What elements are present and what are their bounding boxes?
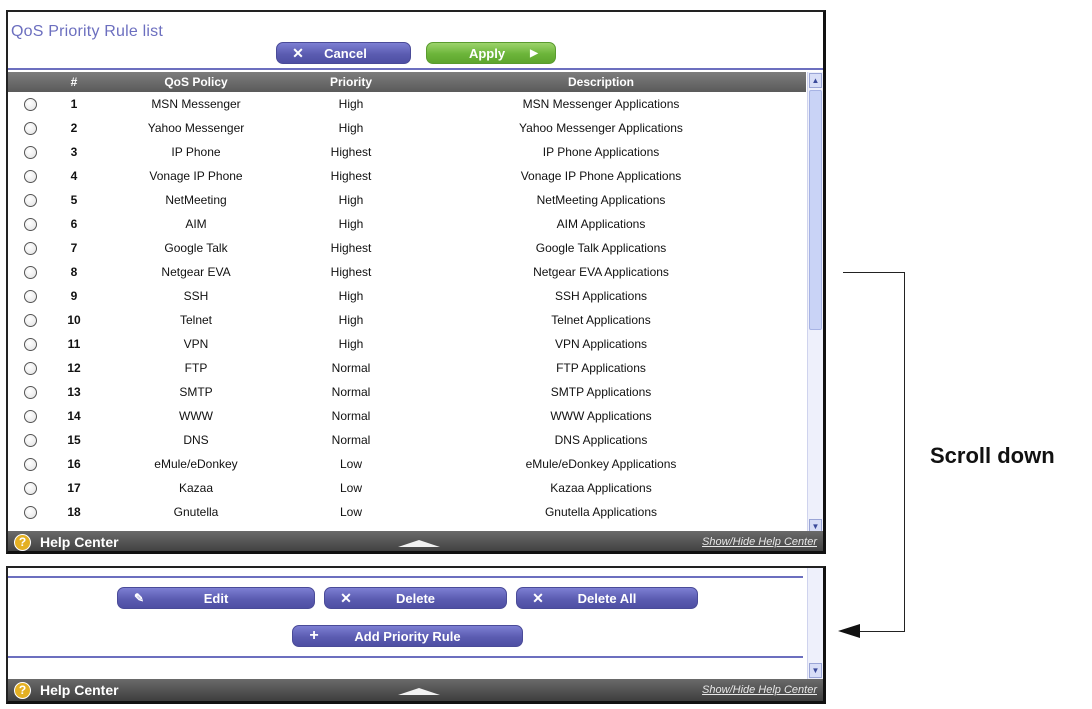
row-number: 18 [67,505,81,519]
page-title: QoS Priority Rule list [11,23,163,40]
row-number: 15 [67,433,81,447]
row-number: 10 [67,313,81,327]
cancel-button[interactable] [276,42,411,64]
row-priority: Low [339,481,362,495]
row-select-cell [8,482,52,495]
row-description: AIM Applications [556,217,646,231]
annotation-line-vertical [904,272,905,632]
table-row[interactable] [8,92,806,116]
row-priority: High [338,313,364,327]
scrollbar-thumb[interactable] [809,90,822,330]
row-priority: Highest [330,145,372,159]
table-row[interactable] [8,428,806,452]
row-qos-policy: SMTP [179,385,213,399]
pencil-icon: ✎ [133,591,145,605]
row-select-cell [8,362,52,375]
annotation-line-bottom [858,631,905,632]
row-number: 12 [67,361,81,375]
table-row[interactable] [8,452,806,476]
row-select-cell [8,98,52,111]
table-row[interactable] [8,500,806,524]
row-qos-policy: AIM [185,217,207,231]
row-radio-button[interactable] [24,482,37,495]
help-center-label: Help Center [40,534,119,550]
row-description: MSN Messenger Applications [522,97,680,111]
row-description: SSH Applications [554,289,648,303]
row-radio-button[interactable] [24,266,37,279]
row-radio-button[interactable] [24,410,37,423]
close-icon: ✕ [532,589,544,606]
delete-all-button-label: Delete All [577,590,637,606]
caret-up-icon[interactable] [398,688,440,695]
row-priority: High [338,193,364,207]
caret-up-icon[interactable] [398,540,440,547]
row-qos-policy: FTP [184,361,208,375]
row-description: DNS Applications [554,433,648,447]
header-number: # [70,75,78,89]
help-center-bar [8,679,823,701]
row-select-cell [8,266,52,279]
edit-button[interactable] [117,587,315,609]
row-number: 1 [70,97,78,111]
table-row[interactable] [8,476,806,500]
row-description: Telnet Applications [551,313,651,327]
row-qos-policy: MSN Messenger [151,97,241,111]
row-priority: Low [339,457,362,471]
scroll-down-icon[interactable]: ▼ [809,663,822,678]
row-description: Kazaa Applications [550,481,652,495]
add-priority-rule-button[interactable] [292,625,523,647]
row-select-cell [8,122,52,135]
row-radio-button[interactable] [24,458,37,471]
actions-scrollbar[interactable] [807,568,823,679]
scroll-down-label: Scroll down [930,443,1055,468]
question-icon[interactable]: ? [14,682,31,699]
question-icon[interactable]: ? [14,534,31,551]
row-select-cell [8,170,52,183]
row-select-cell [8,434,52,447]
row-number: 16 [67,457,81,471]
scroll-down-icon[interactable]: ▼ [809,519,822,534]
table-row[interactable] [8,188,806,212]
row-qos-policy: Google Talk [164,241,228,255]
row-select-cell [8,218,52,231]
row-number: 9 [70,289,78,303]
table-row[interactable] [8,308,806,332]
row-radio-button[interactable] [24,146,37,159]
row-qos-policy: Gnutella [173,505,219,519]
row-priority: High [338,217,364,231]
row-select-cell [8,146,52,159]
row-description: Google Talk Applications [535,241,667,255]
row-description: Netgear EVA Applications [533,265,669,279]
row-description: WWW Applications [550,409,652,423]
edit-button-label: Edit [203,590,229,606]
row-radio-button[interactable] [24,218,37,231]
row-qos-policy: Kazaa [178,481,214,495]
annotation-line-top [843,272,905,273]
help-center-bar [8,531,823,553]
delete-button-label: Delete [395,590,436,606]
arrow-left-icon [838,624,860,638]
row-description: Yahoo Messenger Applications [519,121,683,135]
table-row[interactable] [8,404,806,428]
table-header [8,72,806,92]
row-priority: Highest [330,265,372,279]
show-hide-help-link[interactable]: Show/Hide Help Center [702,684,817,696]
header-qos-policy: QoS Policy [164,75,228,89]
row-select-cell [8,458,52,471]
actions-bottom-divider [8,656,803,658]
row-radio-button[interactable] [24,194,37,207]
table-row[interactable] [8,236,806,260]
row-number: 5 [70,193,78,207]
apply-button[interactable] [426,42,556,64]
row-priority: Highest [330,241,372,255]
row-qos-policy: DNS [183,433,209,447]
row-select-cell [8,338,52,351]
row-radio-button[interactable] [24,98,37,111]
row-number: 13 [67,385,81,399]
row-number: 6 [70,217,78,231]
row-priority: Normal [331,409,371,423]
actions-top-divider [8,576,803,578]
row-select-cell [8,242,52,255]
row-qos-policy: WWW [179,409,213,423]
close-icon: ✕ [340,589,352,606]
row-priority: High [338,97,364,111]
row-description: SMTP Applications [550,385,652,399]
row-select-cell [8,506,52,519]
row-description: NetMeeting Applications [536,193,666,207]
row-priority: High [338,121,364,135]
table-body [8,92,806,524]
play-arrow-icon: ▶ [530,47,538,59]
table-row[interactable] [8,284,806,308]
row-number: 11 [67,337,81,351]
row-radio-button[interactable] [24,506,37,519]
qos-rule-table [8,72,806,535]
table-row[interactable] [8,212,806,236]
row-qos-policy: Yahoo Messenger [147,121,245,135]
close-icon: ✕ [292,44,304,61]
row-select-cell [8,386,52,399]
row-qos-policy: Vonage IP Phone [149,169,243,183]
row-radio-button[interactable] [24,242,37,255]
row-select-cell [8,314,52,327]
row-description: eMule/eDonkey Applications [525,457,677,471]
delete-all-button[interactable] [516,587,698,609]
row-number: 17 [67,481,81,495]
row-qos-policy: Netgear EVA [161,265,231,279]
row-description: VPN Applications [554,337,648,351]
header-priority: Priority [329,75,372,89]
table-row[interactable] [8,260,806,284]
row-select-cell [8,410,52,423]
row-radio-button[interactable] [24,170,37,183]
row-description: Vonage IP Phone Applications [520,169,682,183]
row-qos-policy: IP Phone [171,145,221,159]
table-row[interactable] [8,116,806,140]
table-row[interactable] [8,140,806,164]
plus-icon: + [309,627,319,644]
apply-button-label: Apply [468,45,506,61]
table-row[interactable] [8,356,806,380]
row-description: Gnutella Applications [544,505,658,519]
delete-button[interactable] [324,587,507,609]
row-radio-button[interactable] [24,434,37,447]
row-number: 8 [70,265,78,279]
row-description: IP Phone Applications [542,145,660,159]
row-select-cell [8,290,52,303]
row-description: FTP Applications [556,361,646,375]
row-priority: Normal [331,385,371,399]
row-number: 2 [70,121,78,135]
show-hide-help-link[interactable]: Show/Hide Help Center [702,536,817,548]
row-radio-button[interactable] [24,362,37,375]
row-qos-policy: VPN [183,337,209,351]
row-qos-policy: NetMeeting [165,193,227,207]
row-number: 7 [70,241,78,255]
cancel-button-label: Cancel [324,45,367,61]
help-center-label: Help Center [40,682,119,698]
row-radio-button[interactable] [24,314,37,327]
row-priority: High [338,337,364,351]
scroll-up-icon[interactable]: ▲ [809,73,822,88]
row-priority: Normal [331,433,371,447]
table-row[interactable] [8,164,806,188]
row-qos-policy: eMule/eDonkey [154,457,238,471]
table-scrollbar[interactable] [807,72,823,535]
row-qos-policy: Telnet [179,313,213,327]
header-description: Description [567,75,634,89]
row-priority: Highest [330,169,372,183]
row-priority: Low [339,505,362,519]
row-radio-button[interactable] [24,290,37,303]
row-qos-policy: SSH [183,289,209,303]
row-number: 14 [67,409,81,423]
table-row[interactable] [8,332,806,356]
add-priority-rule-label: Add Priority Rule [354,628,461,644]
row-number: 4 [70,169,78,183]
row-radio-button[interactable] [24,338,37,351]
qos-rule-list-panel [6,10,826,554]
row-radio-button[interactable] [24,386,37,399]
row-select-cell [8,194,52,207]
row-number: 3 [70,145,78,159]
title-divider [8,68,823,70]
row-priority: Normal [331,361,371,375]
row-radio-button[interactable] [24,122,37,135]
row-priority: High [338,289,364,303]
rule-actions-panel [6,566,826,704]
table-row[interactable] [8,380,806,404]
